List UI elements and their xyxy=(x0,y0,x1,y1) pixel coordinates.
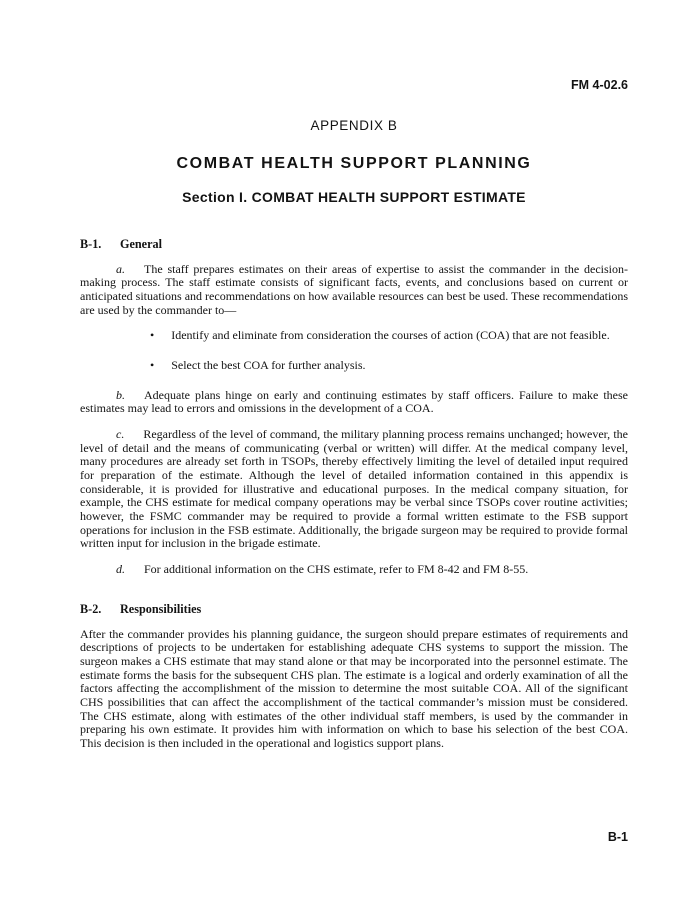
paragraph-letter: d. xyxy=(116,562,125,577)
paragraph-heading-b1 xyxy=(80,238,628,252)
page-number: B-1 xyxy=(607,830,628,844)
bullet-text: Identify and eliminate from consideration the courses of action (COA) that are not feasible. xyxy=(171,328,610,343)
paragraph-b2-body: After the commander provides his planning guidance, the surgeon should prepare estimates of requirements and descriptions of projects to be undertaken for establishing adequate CHS systems to support the mission. The surgeon makes a CHS estimate that may stand alone or that may be incorporated into the personnel estimate. The estimate forms the basis for the subsequent CHS plan. The estimate is a logical and orderly examination of all the factors affecting the accomplishment of the mission to determine the most suitable COA. All of the significant CHS possibilities that can affect the accomplishment of the tactical commander’s mission must be considered. The CHS estimate, along with estimates of the other individual staff members, is used by the commander in preparing his own estimate. It provides him with information on which to base his selection of the best COA. This decision is then included in the operational and logistics support plans. xyxy=(80,626,628,751)
bullet-item-2 xyxy=(80,359,628,373)
paragraph-title: General xyxy=(120,236,162,251)
bullet-icon: • xyxy=(150,328,155,343)
paragraph-a xyxy=(80,263,628,318)
paragraph-title: Responsibilities xyxy=(120,601,202,616)
paragraph-c xyxy=(80,428,628,551)
paragraph-b xyxy=(80,389,628,416)
paragraph-heading-b2 xyxy=(80,603,628,617)
bullet-item-1 xyxy=(80,329,628,343)
paragraph-text: Regardless of the level of command, the military planning process remains unchanged; however, the level of detail and the means of communicating (verbal or written) will differ. At the medical company level, many procedures are already set forth in TSOPs, thereby effectively limiting the level of detailed input required for preparation of the estimate. Although the level of detailed information contained in this appendix is considerable, it is provided for illustrative and educational purposes. In the medical company situation, for example, the CHS estimate for medical company operations may be verbal since TSOPs cover routine activities; however, the FSMC commander may be required to provide a formal written estimate to the FSB support operations for inclusion in the FSB estimate. Additionally, the brigade surgeon may be required to provide formal written input for inclusion in the brigade estimate. xyxy=(80,427,628,551)
paragraph-d xyxy=(80,563,628,577)
paragraph-text: For additional information on the CHS estimate, refer to FM 8-42 and FM 8-55. xyxy=(144,562,529,577)
paragraph-number: B-1. xyxy=(80,236,102,251)
document-id: FM 4-02.6 xyxy=(571,78,628,92)
bullet-text: Select the best COA for further analysis. xyxy=(171,358,366,373)
paragraph-letter: a. xyxy=(116,261,125,276)
paragraph-letter: c. xyxy=(116,427,125,442)
section-b1 xyxy=(80,238,628,577)
paragraph-number: B-2. xyxy=(80,601,102,616)
paragraph-text: The staff prepares estimates on their areas of expertise to assist the commander in the decision-making process. The staff estimate consists of significant facts, events, and conclusions based on current or anticipated situations and recommendations on how available resources can best be used. These recommendations are used by the commander to— xyxy=(80,261,628,317)
document-title: COMBAT HEALTH SUPPORT PLANNING xyxy=(176,154,532,172)
section-heading: Section I. COMBAT HEALTH SUPPORT ESTIMATE xyxy=(182,188,526,205)
section-b2 xyxy=(80,603,628,751)
paragraph-letter: b. xyxy=(116,387,125,402)
bullet-icon: • xyxy=(150,358,155,373)
appendix-heading: APPENDIX B xyxy=(310,118,398,134)
paragraph-text: Adequate plans hinge on early and continuing estimates by staff officers. Failure to make these estimates may lead to errors and omissions in the development of a COA. xyxy=(80,387,628,416)
